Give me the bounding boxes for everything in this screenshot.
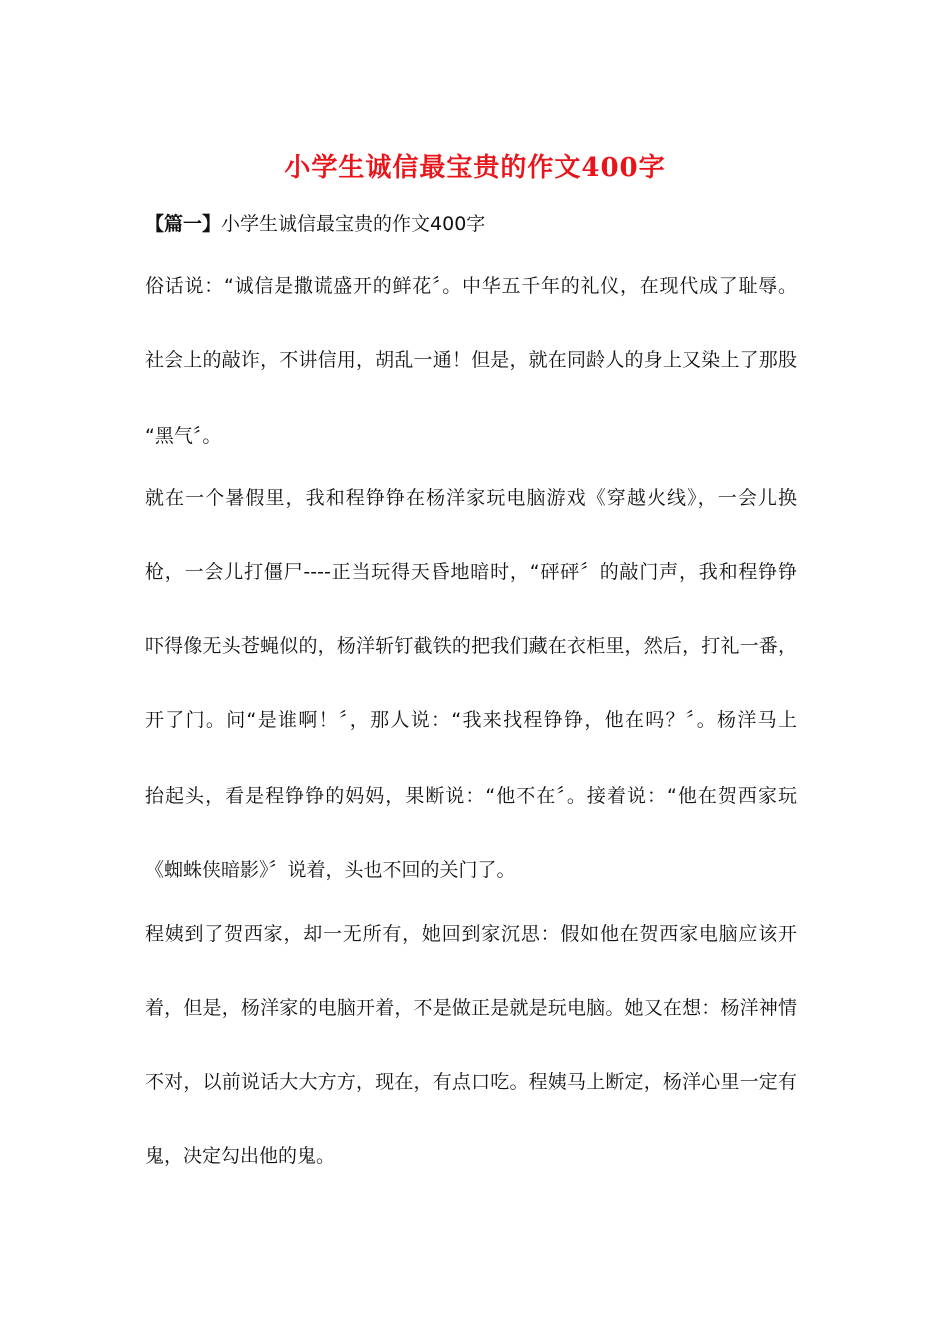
paragraph-line: 吓得像无头苍蝇似的，杨洋斩钉截铁的把我们藏在衣柜里，然后，打礼一番， <box>145 635 797 657</box>
section-heading <box>145 208 485 240</box>
paragraph-line: “黑气〞。 <box>145 425 222 447</box>
paragraph-line: 着，但是，杨洋家的电脑开着，不是做正是就是玩电脑。她又在想：杨洋神情 <box>145 997 797 1019</box>
paragraph-line: 不对，以前说话大大方方，现在，有点口吃。程姨马上断定，杨洋心里一定有 <box>145 1071 797 1093</box>
paragraph-line: 程姨到了贺西家，却一无所有，她回到家沉思：假如他在贺西家电脑应该开 <box>145 923 797 945</box>
paragraph-line: 鬼，决定勾出他的鬼。 <box>145 1145 336 1167</box>
paragraph-line: 社会上的敲诈，不讲信用，胡乱一通！但是，就在同龄人的身上又染上了那股 <box>145 349 797 371</box>
paragraph-line: 枪，一会儿打僵尸----正当玩得天昏地暗时，“砰砰〞的敲门声，我和程铮铮 <box>145 561 797 583</box>
section-label: 【篇一】 <box>145 213 222 235</box>
section-heading-text: 小学生诚信最宝贵的作文400字 <box>221 213 486 235</box>
paragraph-line: 《蜘蛛侠暗影》〞说着，头也不回的关门了。 <box>145 859 516 881</box>
paragraph-line: 开了门。问“是谁啊！〞，那人说：“我来找程铮铮，他在吗？〞。杨洋马上 <box>145 709 797 731</box>
paragraph-line: 抬起头，看是程铮铮的妈妈，果断说：“他不在〞。接着说：“他在贺西家玩 <box>145 785 797 807</box>
document-title: 小学生诚信最宝贵的作文400字 <box>284 153 666 183</box>
paragraph-line: 就在一个暑假里，我和程铮铮在杨洋家玩电脑游戏《穿越火线》，一会儿换 <box>145 487 797 509</box>
paragraph-line: 俗话说：“诚信是撒谎盛开的鲜花〞。中华五千年的礼仪，在现代成了耻辱。 <box>145 275 797 297</box>
